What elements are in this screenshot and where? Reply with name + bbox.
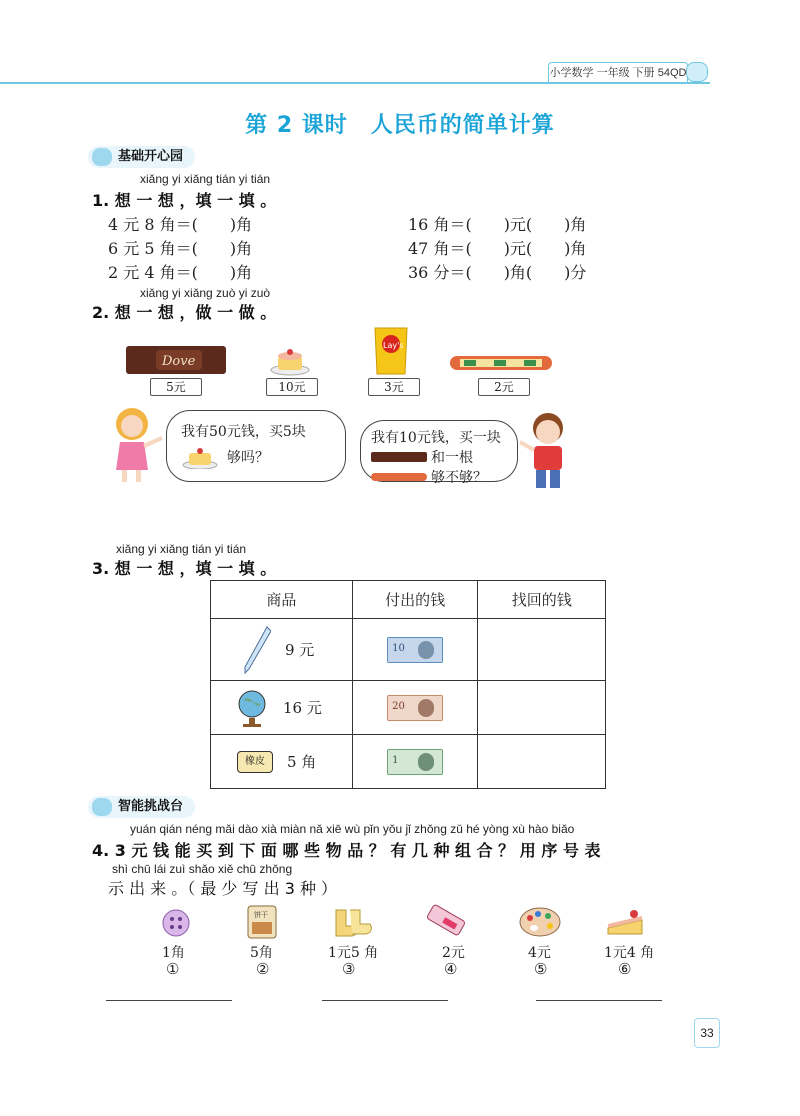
item-number: ⑥ — [618, 960, 632, 978]
girl-bubble-line2: 够吗？ — [227, 450, 269, 466]
header-paid: 付出的钱 — [352, 581, 478, 619]
chips-price: 3元 — [368, 378, 420, 396]
bear-icon — [92, 798, 112, 816]
banknote-value: 1 — [392, 754, 399, 766]
answer-line-1[interactable] — [106, 1000, 232, 1001]
girl-illustration — [106, 404, 166, 486]
cake-price: 10元 — [266, 378, 318, 396]
chocolate-icon — [371, 451, 427, 463]
q4-heading-2: 示 出 来 。（ 最 少 写 出 3 种 ） — [108, 879, 338, 898]
banknote-value: 10 — [392, 642, 405, 654]
money-table — [210, 580, 606, 789]
header-change: 找回的钱 — [478, 581, 606, 619]
chocolate-price: 5元 — [150, 378, 202, 396]
item-number: ② — [256, 960, 270, 978]
section-label: 智能挑战台 — [118, 799, 184, 814]
lays-brand: Lay's — [383, 341, 404, 350]
girl-bubble-line1: 我有50元钱，买5块 — [181, 424, 306, 440]
table-row — [211, 681, 606, 735]
item-price: 1元4 角 — [604, 945, 655, 961]
q1-left-1: 4 元 8 角＝( )角 — [108, 215, 253, 234]
palette-icon — [518, 906, 562, 938]
section-challenge — [88, 796, 195, 818]
portrait — [418, 753, 434, 771]
item-price: 5角 — [250, 945, 273, 961]
q3-heading: 3. 想 一 想 ，填 一 填 。 — [92, 559, 277, 578]
dove-brand: Dove — [162, 354, 196, 369]
product-price: 5 角 — [287, 753, 317, 771]
header-product: 商品 — [211, 581, 353, 619]
q4-pinyin-2: shì chū lái zuì shǎo xiě chū zhǒng — [112, 862, 293, 876]
banknote-value: 20 — [392, 700, 405, 712]
pen-icon — [241, 625, 271, 675]
book-header: 小学数学 一年级 下册 54QD — [548, 62, 688, 84]
item-price: 1元5 角 — [328, 945, 379, 961]
socks-icon — [330, 908, 374, 938]
eraser-icon — [237, 751, 273, 773]
boy-bubble-line3: 够不够？ — [431, 470, 487, 486]
globe-icon — [235, 688, 269, 728]
q1-right-2: 47 角＝( )元( )角 — [408, 239, 587, 258]
sausage-icon — [450, 354, 552, 372]
q1-heading: 1. 想 一 想 ，填 一 填 。 — [92, 191, 277, 210]
chips-icon — [372, 326, 410, 376]
q3-pinyin: xiǎng yi xiǎng tián yi tián — [116, 542, 247, 556]
q1-right-3: 36 分＝( )角( )分 — [408, 263, 587, 282]
sausage-icon — [371, 472, 427, 482]
chocolate-icon — [126, 344, 226, 376]
q4-heading-1: 4. 3 元 钱 能 买 到 下 面 哪 些 物 品 ？ 有 几 种 组 合 ？ 用 序 号 表 — [92, 841, 601, 860]
item-price: 1角 — [162, 945, 185, 961]
toothpaste-icon — [424, 902, 470, 940]
eraser-label: 橡皮 — [245, 755, 265, 767]
change-cell[interactable] — [478, 681, 606, 735]
page-title: 第 2 课时 人民币的简单计算 — [245, 113, 555, 138]
boy-illustration — [518, 408, 574, 490]
page-number: 33 — [694, 1018, 720, 1048]
girl-speech-bubble — [166, 410, 346, 482]
section-label: 基础开心园 — [118, 149, 184, 164]
cake-icon — [270, 344, 310, 376]
item-number: ⑤ — [534, 960, 548, 978]
boy-speech-bubble — [360, 420, 518, 486]
button-icon — [156, 908, 196, 938]
table-row — [211, 735, 606, 789]
q2-pinyin: xiǎng yi xiǎng zuò yi zuò — [140, 286, 271, 300]
answer-line-3[interactable] — [536, 1000, 662, 1001]
table-row — [211, 619, 606, 681]
q1-left-3: 2 元 4 角＝( )角 — [108, 263, 253, 282]
boy-bubble-line2: 和一根 — [431, 450, 473, 466]
answer-line-2[interactable] — [322, 1000, 448, 1001]
change-cell[interactable] — [478, 735, 606, 789]
section-basic — [88, 146, 195, 168]
portrait — [418, 641, 434, 659]
item-price: 4元 — [528, 945, 551, 961]
product-price: 9 元 — [285, 641, 315, 659]
q4-pinyin-1: yuán qián néng mǎi dào xià miàn nǎ xiē wù pǐn yǒu jǐ zhǒng zǔ hé yòng xù hào biǎo — [130, 822, 575, 836]
bear-icon — [92, 148, 112, 166]
change-cell[interactable] — [478, 619, 606, 681]
q1-left-2: 6 元 5 角＝( )角 — [108, 239, 253, 258]
item-number: ③ — [342, 960, 356, 978]
banknote-20-yuan — [387, 695, 443, 721]
item-price: 2元 — [442, 945, 465, 961]
item-number: ① — [166, 960, 180, 978]
sausage-price: 2元 — [478, 378, 530, 396]
q2-heading: 2. 想 一 想 ，做 一 做 。 — [92, 303, 277, 322]
banknote-10-yuan — [387, 637, 443, 663]
biscuit-icon — [246, 904, 278, 940]
portrait — [418, 699, 434, 717]
cake-slice-icon — [606, 906, 644, 938]
biscuit-label: 饼干 — [254, 911, 268, 919]
boy-bubble-line1: 我有10元钱，买一块 — [371, 430, 501, 446]
q1-pinyin: xiǎng yi xiǎng tián yi tián — [140, 172, 271, 186]
item-number: ④ — [444, 960, 458, 978]
cake-icon — [181, 445, 219, 469]
banknote-1-yuan — [387, 749, 443, 775]
bear-icon — [686, 62, 708, 82]
q1-right-1: 16 角＝( )元( )角 — [408, 215, 587, 234]
product-price: 16 元 — [283, 699, 322, 717]
